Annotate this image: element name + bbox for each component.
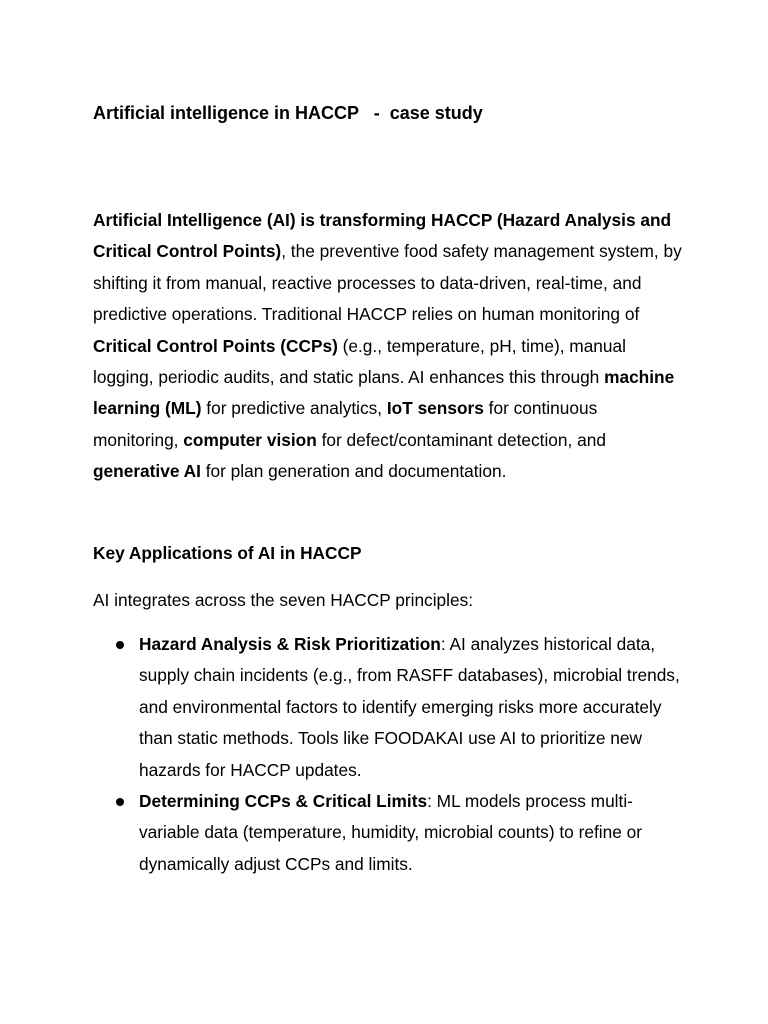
intro-text-4: for continuous monitoring, [93, 398, 598, 450]
intro-text-5: for defect/contaminant detection, and [316, 429, 606, 450]
intro-paragraph [93, 205, 683, 488]
bullet-dot-icon [116, 641, 124, 649]
bullet-text: : AI analyzes historical data, supply chain incidents (e.g., from RASFF databases), microbial trends, and environmental factors to identify emerging risks more accurately than static methods. Tools like FOODAKAI use AI to prioritize new hazards for HACCP updates. [139, 634, 680, 780]
intro-text-2: (e.g., temperature, pH, time), manual logging, periodic audits, and static plans. AI enhances this through [93, 335, 626, 388]
intro-text-3: for predictive analytics, [201, 398, 387, 419]
list-item [93, 786, 683, 880]
bullet-text: : ML models process multi-variable data (temperature, humidity, microbial counts) to refine or dynamically adjust CCPs and limits. [139, 791, 642, 874]
bullet-dot-icon [116, 798, 124, 806]
section-heading: Key Applications of AI in HACCP [93, 543, 362, 563]
section-lead: AI integrates across the seven HACCP principles: [93, 590, 474, 610]
intro-bold-computer-vision: computer vision [183, 429, 317, 450]
bullet-list [93, 629, 683, 880]
bullet-label: Hazard Analysis & Risk Prioritization [139, 634, 441, 654]
intro-bold-generative-ai: generative AI [93, 461, 201, 482]
intro-text-6: for plan generation and documentation. [200, 461, 507, 482]
list-item [93, 629, 683, 786]
intro-bold-iot: IoT sensors [386, 398, 484, 419]
intro-bold-ai-haccp: Artificial Intelligence (AI) is transforming HACCP (Hazard Analysis and Critical Control Points) [93, 210, 672, 262]
document-title: Artificial intelligence in HACCP - case study [93, 103, 483, 123]
intro-text-1: , the preventive food safety management system, by shifting it from manual, reactive processes to data-driven, real-time, and predictive operations. Traditional HACCP relies on human monitoring of [93, 241, 682, 325]
bullet-label: Determining CCPs & Critical Limits [139, 791, 428, 812]
intro-bold-ml: machine learning (ML) [93, 367, 675, 419]
intro-bold-ccps: Critical Control Points (CCPs) [93, 335, 338, 356]
